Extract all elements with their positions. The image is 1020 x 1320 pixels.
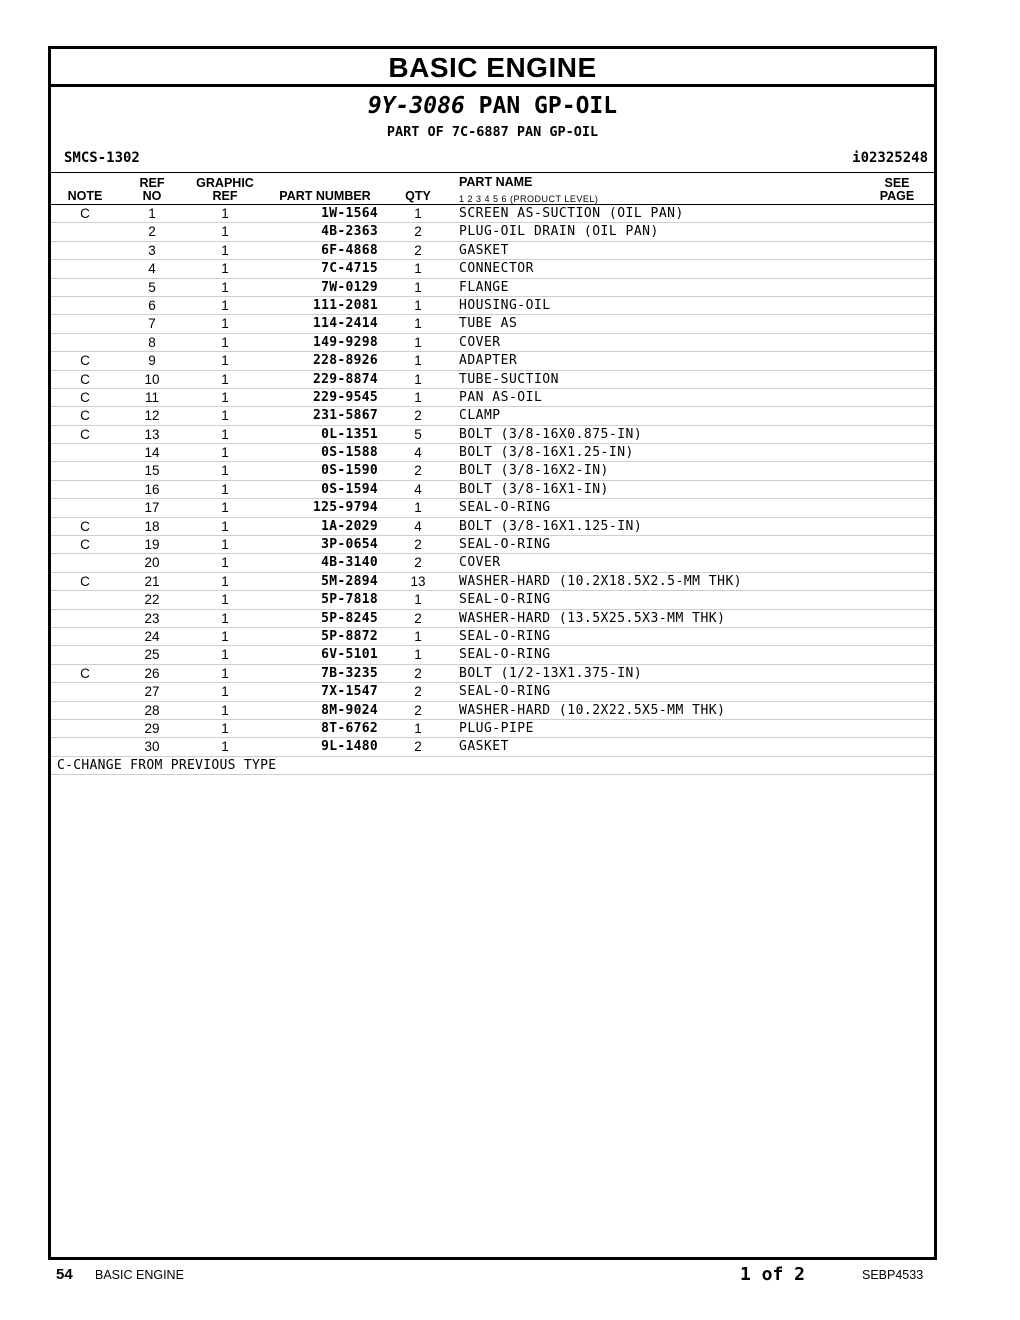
part-name-cell: SEAL-O-RING <box>459 500 551 516</box>
table-row <box>51 720 934 738</box>
part-number-cell: 5M-2894 <box>321 573 378 589</box>
graphic-ref-cell: 1 <box>221 518 229 534</box>
qty-cell: 2 <box>414 684 422 700</box>
illustration-id: i02325248 <box>852 150 928 166</box>
parts-page-frame <box>48 46 937 1260</box>
part-name-cell: GASKET <box>459 242 509 258</box>
qty-cell: 1 <box>414 628 422 644</box>
graphic-ref-cell: 1 <box>221 500 229 516</box>
graphic-ref-cell: 1 <box>221 334 229 350</box>
part-name-cell: TUBE AS <box>459 316 518 332</box>
footer-page-of: 1 of 2 <box>740 1264 806 1285</box>
part-number-cell: 5P-8245 <box>321 610 378 626</box>
note-cell: C <box>80 353 90 369</box>
ref-no-cell: 10 <box>144 371 160 387</box>
ref-no-cell: 18 <box>144 518 160 534</box>
table-row <box>51 462 934 480</box>
qty-cell: 13 <box>410 573 426 589</box>
qty-cell: 1 <box>414 353 422 369</box>
part-name-cell: WASHER-HARD (10.2X22.5X5-MM THK) <box>459 702 726 718</box>
section-title: BASIC ENGINE <box>388 52 597 83</box>
part-number-cell: 7C-4715 <box>321 261 378 277</box>
graphic-ref-cell: 1 <box>221 389 229 405</box>
part-name-cell: SEAL-O-RING <box>459 628 551 644</box>
part-of-line: PART OF 7C-6887 PAN GP-OIL <box>386 124 599 140</box>
parts-table-body <box>51 204 934 775</box>
table-row <box>51 279 934 297</box>
table-row <box>51 628 934 646</box>
qty-cell: 2 <box>414 665 422 681</box>
smcs-code: SMCS-1302 <box>64 150 140 166</box>
qty-cell: 2 <box>414 224 422 240</box>
table-row <box>51 702 934 720</box>
col-header-note: NOTE <box>67 189 103 203</box>
part-name-cell: CLAMP <box>459 408 501 424</box>
graphic-ref-cell: 1 <box>221 665 229 681</box>
graphic-ref-cell: 1 <box>221 573 229 589</box>
part-name-cell: BOLT (3/8-16X2-IN) <box>459 463 609 479</box>
col-header-see-page: SEE PAGE <box>879 176 915 203</box>
part-name-cell: PLUG-PIPE <box>459 720 534 736</box>
note-cell: C <box>80 573 90 589</box>
table-row <box>51 646 934 664</box>
section-title-bar <box>51 49 934 87</box>
ref-no-cell: 19 <box>144 537 160 553</box>
note-cell: C <box>80 537 90 553</box>
graphic-ref-cell: 1 <box>221 224 229 240</box>
table-row <box>51 426 934 444</box>
table-row <box>51 591 934 609</box>
note-cell: C <box>80 408 90 424</box>
qty-cell: 1 <box>414 334 422 350</box>
qty-cell: 2 <box>414 242 422 258</box>
ref-no-cell: 23 <box>144 610 160 626</box>
ref-no-cell: 26 <box>144 665 160 681</box>
graphic-ref-cell: 1 <box>221 408 229 424</box>
ref-no-cell: 6 <box>148 297 156 313</box>
graphic-ref-cell: 1 <box>221 445 229 461</box>
ref-no-cell: 2 <box>148 224 156 240</box>
ref-no-cell: 5 <box>148 279 156 295</box>
qty-cell: 2 <box>414 702 422 718</box>
qty-cell: 1 <box>414 592 422 608</box>
table-row <box>51 297 934 315</box>
ref-no-cell: 25 <box>144 647 160 663</box>
graphic-ref-cell: 1 <box>221 316 229 332</box>
ref-no-cell: 11 <box>144 389 159 405</box>
table-row <box>51 518 934 536</box>
ref-no-cell: 30 <box>144 739 160 755</box>
ref-no-cell: 14 <box>144 445 160 461</box>
footer-section: BASIC ENGINE <box>95 1268 184 1282</box>
part-number-cell: 5P-7818 <box>321 592 378 608</box>
part-number-cell: 0S-1594 <box>321 481 378 497</box>
part-name-cell: BOLT (3/8-16X1-IN) <box>459 481 609 497</box>
table-footnote: C-CHANGE FROM PREVIOUS TYPE <box>51 757 934 775</box>
part-number-cell: 6F-4868 <box>321 242 378 258</box>
graphic-ref-cell: 1 <box>221 242 229 258</box>
part-name-cell: BOLT (3/8-16X1.25-IN) <box>459 445 634 461</box>
part-name-cell: BOLT (3/8-16X1.125-IN) <box>459 518 643 534</box>
ref-no-cell: 7 <box>148 316 156 332</box>
header-divider <box>51 172 934 173</box>
ref-no-cell: 9 <box>148 353 156 369</box>
part-number-cell: 7B-3235 <box>321 665 378 681</box>
footer-page-number: 54 <box>56 1266 73 1283</box>
table-row <box>51 407 934 425</box>
col-header-qty: QTY <box>405 189 431 203</box>
part-number-cell: 111-2081 <box>312 297 378 313</box>
qty-cell: 4 <box>414 481 422 497</box>
ref-no-cell: 16 <box>144 481 160 497</box>
ref-no-cell: 1 <box>148 206 156 221</box>
product-level-labels: 1 2 3 4 5 6 (PRODUCT LEVEL) <box>459 194 599 204</box>
table-row <box>51 352 934 370</box>
table-row <box>51 371 934 389</box>
ref-no-cell: 13 <box>144 426 160 442</box>
table-row <box>51 573 934 591</box>
qty-cell: 4 <box>414 518 422 534</box>
ref-no-cell: 28 <box>144 702 160 718</box>
ref-no-cell: 12 <box>144 408 160 424</box>
part-name-cell: SCREEN AS-SUCTION (OIL PAN) <box>459 206 684 221</box>
part-number-cell: 7W-0129 <box>321 279 378 295</box>
ref-no-cell: 20 <box>144 555 160 571</box>
qty-cell: 1 <box>414 297 422 313</box>
ref-no-cell: 8 <box>148 334 156 350</box>
qty-cell: 4 <box>414 445 422 461</box>
part-name-cell: ADAPTER <box>459 353 518 369</box>
graphic-ref-cell: 1 <box>221 353 229 369</box>
group-title <box>51 93 934 119</box>
qty-cell: 1 <box>414 720 422 736</box>
table-row <box>51 389 934 407</box>
part-name-cell: BOLT (1/2-13X1.375-IN) <box>459 665 643 681</box>
part-number-cell: 8M-9024 <box>321 702 378 718</box>
footer-doc-id: SEBP4533 <box>862 1268 924 1282</box>
part-name-cell: COVER <box>459 334 501 350</box>
part-number-cell: 9L-1480 <box>321 739 378 755</box>
part-number-cell: 0S-1588 <box>321 445 378 461</box>
part-number-cell: 6V-5101 <box>321 647 378 663</box>
ref-no-cell: 17 <box>144 500 160 516</box>
part-number-cell: 229-8874 <box>312 371 378 387</box>
part-number-cell: 229-9545 <box>312 389 378 405</box>
part-name-cell: WASHER-HARD (13.5X25.5X3-MM THK) <box>459 610 726 626</box>
part-number-cell: 125-9794 <box>312 500 378 516</box>
graphic-ref-cell: 1 <box>221 739 229 755</box>
col-header-part-name: PART NAME <box>459 175 533 189</box>
part-number-cell: 0S-1590 <box>321 463 378 479</box>
table-row <box>51 683 934 701</box>
part-name-cell: CONNECTOR <box>459 261 534 277</box>
ref-no-cell: 3 <box>148 242 156 258</box>
part-name-cell: WASHER-HARD (10.2X18.5X2.5-MM THK) <box>459 573 743 589</box>
qty-cell: 2 <box>414 610 422 626</box>
graphic-ref-cell: 1 <box>221 463 229 479</box>
graphic-ref-cell: 1 <box>221 481 229 497</box>
table-row <box>51 204 934 223</box>
graphic-ref-cell: 1 <box>221 720 229 736</box>
note-cell: C <box>80 389 90 405</box>
graphic-ref-cell: 1 <box>221 610 229 626</box>
qty-cell: 2 <box>414 739 422 755</box>
note-cell: C <box>80 518 90 534</box>
table-row <box>51 554 934 572</box>
graphic-ref-cell: 1 <box>221 628 229 644</box>
part-number-cell: 4B-3140 <box>321 555 378 571</box>
part-name-cell: HOUSING-OIL <box>459 297 551 313</box>
table-row <box>51 223 934 241</box>
table-row <box>51 481 934 499</box>
part-number-cell: 1A-2029 <box>321 518 378 534</box>
ref-no-cell: 22 <box>144 592 160 608</box>
part-number-cell: 114-2414 <box>312 316 378 332</box>
part-name-cell: GASKET <box>459 739 509 755</box>
qty-cell: 2 <box>414 537 422 553</box>
graphic-ref-cell: 1 <box>221 537 229 553</box>
table-row <box>51 610 934 628</box>
note-cell: C <box>80 665 90 681</box>
part-name-cell: PLUG-OIL DRAIN (OIL PAN) <box>459 224 659 240</box>
col-header-graphic-ref: GRAPHIC REF <box>196 176 254 203</box>
qty-cell: 1 <box>414 279 422 295</box>
table-row <box>51 536 934 554</box>
graphic-ref-cell: 1 <box>221 279 229 295</box>
table-row <box>51 334 934 352</box>
ref-no-cell: 21 <box>144 573 160 589</box>
part-number-cell: 0L-1351 <box>321 426 378 442</box>
part-number-cell: 8T-6762 <box>321 720 378 736</box>
qty-cell: 1 <box>414 206 422 221</box>
part-name-cell: BOLT (3/8-16X0.875-IN) <box>459 426 643 442</box>
group-part-name: PAN GP-OIL <box>478 93 618 119</box>
qty-cell: 5 <box>414 426 422 442</box>
ref-no-cell: 24 <box>144 628 160 644</box>
graphic-ref-cell: 1 <box>221 297 229 313</box>
graphic-ref-cell: 1 <box>221 206 229 221</box>
part-name-cell: SEAL-O-RING <box>459 592 551 608</box>
part-name-cell: SEAL-O-RING <box>459 684 551 700</box>
graphic-ref-cell: 1 <box>221 684 229 700</box>
note-cell: C <box>80 206 90 221</box>
group-part-number: 9Y-3086 <box>367 93 465 119</box>
ref-no-cell: 27 <box>144 684 160 700</box>
col-header-ref-no: REF NO <box>139 176 165 203</box>
note-cell: C <box>80 426 90 442</box>
qty-cell: 1 <box>414 389 422 405</box>
graphic-ref-cell: 1 <box>221 555 229 571</box>
part-name-cell: SEAL-O-RING <box>459 647 551 663</box>
part-name-cell: TUBE-SUCTION <box>459 371 559 387</box>
part-number-cell: 7X-1547 <box>321 684 378 700</box>
part-name-cell: FLANGE <box>459 279 509 295</box>
ref-no-cell: 4 <box>148 261 156 277</box>
ref-no-cell: 29 <box>144 720 160 736</box>
qty-cell: 1 <box>414 647 422 663</box>
table-row <box>51 738 934 756</box>
qty-cell: 1 <box>414 261 422 277</box>
col-header-part-number: PART NUMBER <box>279 189 371 203</box>
graphic-ref-cell: 1 <box>221 371 229 387</box>
part-name-cell: COVER <box>459 555 501 571</box>
note-cell: C <box>80 371 90 387</box>
graphic-ref-cell: 1 <box>221 426 229 442</box>
part-name-cell: PAN AS-OIL <box>459 389 543 405</box>
graphic-ref-cell: 1 <box>221 261 229 277</box>
graphic-ref-cell: 1 <box>221 702 229 718</box>
part-number-cell: 228-8926 <box>312 353 378 369</box>
qty-cell: 2 <box>414 408 422 424</box>
part-number-cell: 3P-0654 <box>321 537 378 553</box>
ref-no-cell: 15 <box>144 463 160 479</box>
table-row <box>51 665 934 683</box>
table-row <box>51 242 934 260</box>
part-number-cell: 1W-1564 <box>321 206 378 221</box>
part-number-cell: 4B-2363 <box>321 224 378 240</box>
qty-cell: 1 <box>414 316 422 332</box>
qty-cell: 1 <box>414 500 422 516</box>
part-number-cell: 231-5867 <box>312 408 378 424</box>
graphic-ref-cell: 1 <box>221 592 229 608</box>
table-row <box>51 315 934 333</box>
part-number-cell: 149-9298 <box>312 334 378 350</box>
graphic-ref-cell: 1 <box>221 647 229 663</box>
qty-cell: 1 <box>414 371 422 387</box>
part-name-cell: SEAL-O-RING <box>459 537 551 553</box>
qty-cell: 2 <box>414 463 422 479</box>
table-row <box>51 444 934 462</box>
table-row <box>51 260 934 278</box>
qty-cell: 2 <box>414 555 422 571</box>
part-number-cell: 5P-8872 <box>321 628 378 644</box>
table-row <box>51 499 934 517</box>
